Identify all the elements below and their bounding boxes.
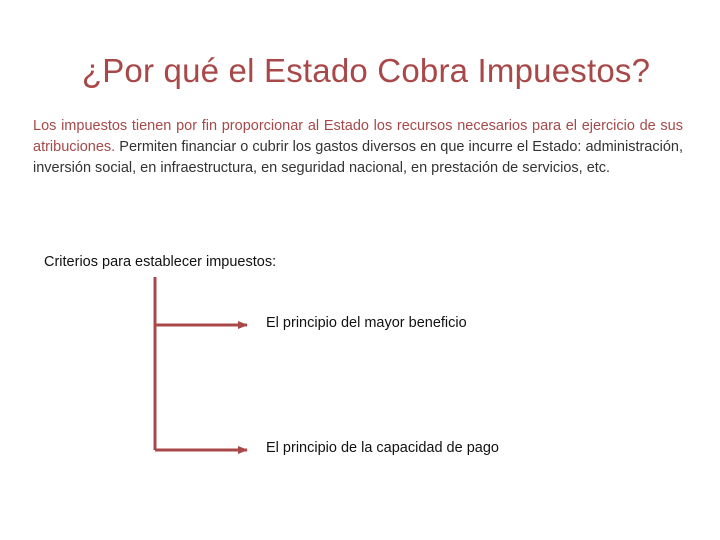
paragraph-highlight: Los impuestos tienen por fin proporcionar al Estado los recursos necesarios para el ejercicio de sus atribuciones. [33,118,683,155]
criteria-item-benefit: El principio del mayor beneficio [266,315,467,331]
criteria-item-ability-to-pay: El principio de la capacidad de pago [266,440,499,456]
paragraph-rest: Permiten financiar o cubrir los gastos diversos en que incurre el Estado: administración, inversión social, en infraestructura, en seguridad nacional, en prestación de servicios, etc. [33,139,683,176]
criteria-heading: Criterios para establecer impuestos: [44,254,277,270]
page-title: ¿Por qué el Estado Cobra Impuestos? [81,52,651,89]
